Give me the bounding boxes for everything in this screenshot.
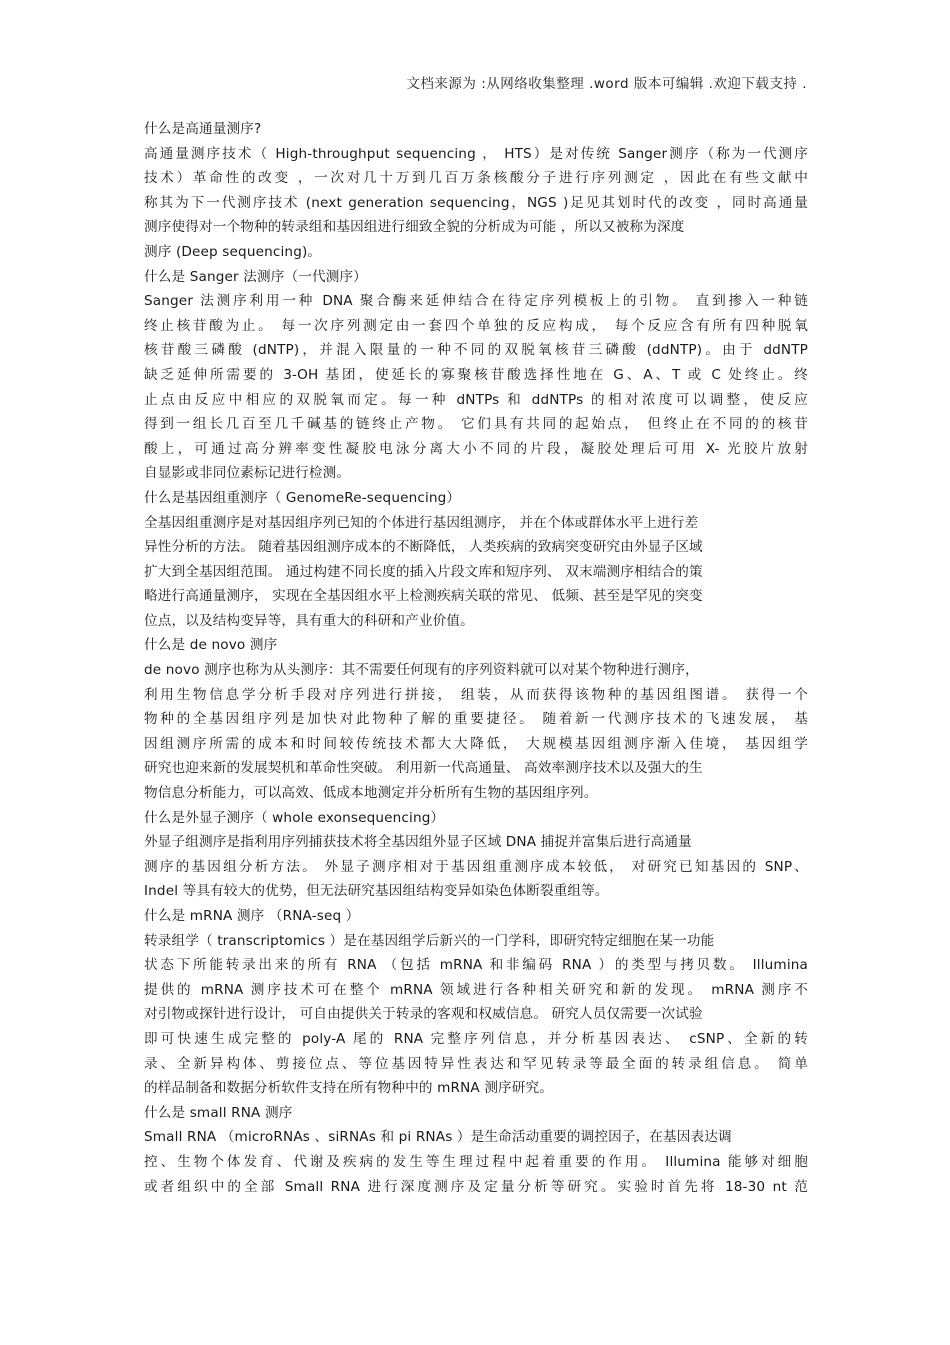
text-line: 提供的 mRNA 测序技术可在整个 mRNA 领域进行各种相关研究和新的发现。 mRNA 测序不 bbox=[144, 981, 808, 998]
section-heading: 什么是高通量测序? bbox=[144, 121, 262, 137]
text-line: de novo 测序也称为从头测序：其不需要任何现有的序列资料就可以对某个物种进行测序， bbox=[144, 662, 699, 679]
text-line: 酸上，可通过高分辨率变性凝胶电泳分离大小不同的片段，凝胶处理后可用 X- 光胶片放射 bbox=[144, 440, 808, 457]
text-line: 控、生物个体发育、代谢及疾病的发生等生理过程中起着重要的作用。 Illumina 能够对细胞 bbox=[144, 1153, 808, 1170]
text-line: 自显影或非同位素标记进行检测。 bbox=[144, 465, 351, 482]
text-line: 扩大到全基因组范围。 通过构建不同长度的插入片段文库和短序列、 双末端测序相结合的策 bbox=[144, 563, 703, 580]
text-line: 对引物或探针进行设计， 可自由提供关于转录的客观和权威信息。 研究人员仅需要一次试验 bbox=[144, 1006, 703, 1023]
text-line: 测序 (Deep sequencing)。 bbox=[144, 243, 322, 260]
section-heading: 什么是基因组重测序（ GenomeRe-sequencing） bbox=[144, 489, 461, 506]
section-heading: 什么是 small RNA 测序 bbox=[144, 1104, 293, 1121]
text-line: 或者组织中的全部 Small RNA 进行深度测序及定量分析等研究。实验时首先将 18-30 nt 范 bbox=[144, 1178, 808, 1195]
text-line: 利用生物信息学分析手段对序列进行拼接， 组装，从而获得该物种的基因组图谱。 获得一个 bbox=[144, 686, 808, 703]
text-line: Small RNA （microRNAs 、siRNAs 和 pi RNAs ）是生命活动重要的调控因子，在基因表达调 bbox=[144, 1129, 732, 1146]
text-line: 因组测序所需的成本和时间较传统技术都大大降低， 大规模基因组测序渐入佳境， 基因组学 bbox=[144, 735, 808, 752]
text-line: 止点由反应中相应的双脱氧而定。每一种 dNTPs 和 ddNTPs 的相对浓度可以调整，使反应 bbox=[144, 391, 808, 408]
text-line: 终止核苷酸为止。 每一次序列测定由一套四个单独的反应构成， 每个反应含有所有四种脱氧 bbox=[144, 317, 808, 334]
document-header: 文档来源为 :从网络收集整理 .word 版本可编辑 .欢迎下载支持 . bbox=[406, 76, 807, 92]
text-line: 异性分析的方法。 随着基因组测序成本的不断降低， 人类疾病的致病突变研究由外显子区域 bbox=[144, 539, 703, 556]
section-heading: 什么是 de novo 测序 bbox=[144, 637, 278, 654]
text-line: 物种的全基因组序列是加快对此物种了解的重要捷径。 随着新一代测序技术的飞速发展， 基 bbox=[144, 711, 808, 728]
text-line: 测序使得对一个物种的转录组和基因组进行细致全貌的分析成为可能 ，所以又被称为深度 bbox=[144, 219, 685, 236]
text-line: 物信息分析能力，可以高效、低成本地测定并分析所有生物的基因组序列。 bbox=[144, 785, 598, 802]
text-line: 录、全新异构体、剪接位点、等位基因特异性表达和罕见转录等最全面的转录组信息。 简单 bbox=[144, 1055, 808, 1072]
text-line: 核苷酸三磷酸 (dNTP)，并混入限量的一种不同的双脱氧核苷三磷酸 (ddNTP)。由于 ddNTP bbox=[144, 342, 808, 359]
text-line: 缺乏延伸所需要的 3-OH 基团，使延长的寡聚核苷酸选择性地在 G、A、T 或 C 处终止。终 bbox=[144, 366, 808, 383]
text-line: 即可快速生成完整的 poly-A 尾的 RNA 完整序列信息，并分析基因表达、 cSNP、全新的转 bbox=[144, 1030, 808, 1047]
text-line: 技术）革命性的改变 ，一次对几十万到几百万条核酸分子进行序列测定 ，因此在有些文献中 bbox=[144, 170, 808, 187]
text-line: 研究也迎来新的发展契机和革命性突破。 利用新一代高通量、 高效率测序技术以及强大的生 bbox=[144, 760, 703, 777]
text-line: Sanger 法测序利用一种 DNA 聚合酶来延伸结合在待定序列模板上的引物。 直到掺入一种链 bbox=[144, 293, 808, 310]
text-line: Indel 等具有较大的优势，但无法研究基因组结构变异如染色体断裂重组等。 bbox=[144, 883, 609, 900]
text-line: 的样品制备和数据分析软件支持在所有物种中的 mRNA 测序研究。 bbox=[144, 1080, 554, 1097]
text-line: 外显子组测序是指利用序列捕获技术将全基因组外显子区域 DNA 捕捉并富集后进行高通量 bbox=[144, 834, 692, 851]
section-heading: 什么是 Sanger 法测序（一代测序） bbox=[144, 268, 367, 285]
text-line: 转录组学（ transcriptomics ）是在基因组学后新兴的一门学科，即研究特定细胞在某一功能 bbox=[144, 932, 715, 949]
document-body bbox=[144, 117, 808, 1199]
text-line: 全基因组重测序是对基因组序列已知的个体进行基因组测序， 并在个体或群体水平上进行差 bbox=[144, 514, 699, 531]
text-line: 测序的基因组分析方法。 外显子测序相对于基因组重测序成本较低， 对研究已知基因的 SNP、 bbox=[144, 858, 808, 875]
text-line: 位点，以及结构变异等，具有重大的科研和产业价值。 bbox=[144, 612, 474, 629]
text-line: 略进行高通量测序， 实现在全基因组水平上检测疾病关联的常见、 低频、甚至是罕见的突变 bbox=[144, 588, 703, 605]
section-heading: 什么是 mRNA 测序 （RNA-seq ） bbox=[144, 908, 360, 924]
text-line: 高通量测序技术（ High-throughput sequencing ， HTS）是对传统 Sanger测序（称为一代测序 bbox=[144, 145, 808, 162]
text-line: 状态下所能转录出来的所有 RNA （包括 mRNA 和非编码 RNA ）的类型与拷贝数。 Illumina bbox=[144, 957, 808, 974]
text-line: 得到一组长几百至几千碱基的链终止产物。 它们具有共同的起始点， 但终止在不同的的核苷 bbox=[144, 416, 808, 433]
text-line: 称其为下一代测序技术 (next generation sequencing，NGS )足见其划时代的改变 ，同时高通量 bbox=[144, 194, 808, 211]
section-heading: 什么是外显子测序（ whole exonsequencing） bbox=[144, 809, 445, 826]
